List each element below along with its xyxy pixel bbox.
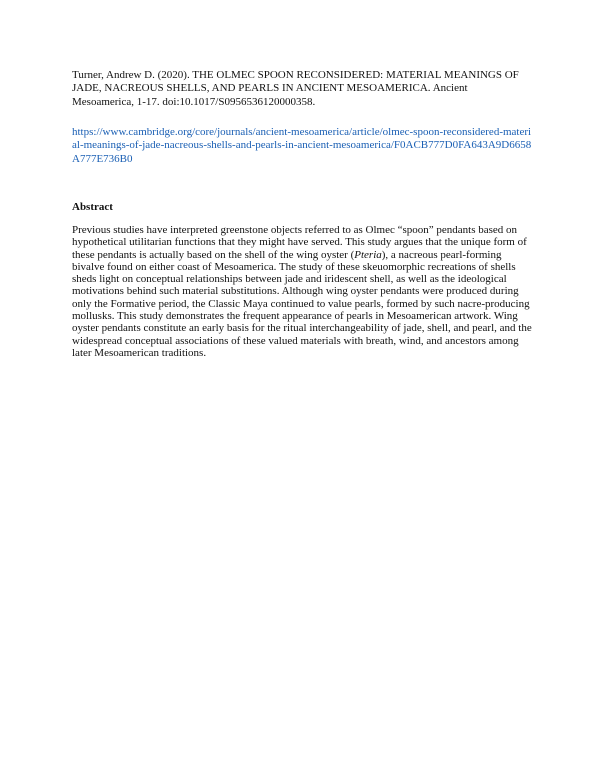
abstract-text-part-1: Previous studies have interpreted greenstone objects referred to as Olmec “spoon” pendants based on hypothetical utilitarian functions that they might have served. This study argues that the unique form of these pendants is actually based on the shell of the wing oyster (: [72, 224, 527, 261]
abstract-italic-term: Pteria: [354, 248, 382, 261]
abstract-heading: Abstract: [72, 201, 113, 213]
abstract-text-part-2: ), a nacreous pearl-forming bivalve found on either coast of Mesoamerica. The study of these skeuomorphic recreations of shells sheds light on conceptual relationships between jade and iridescent shell, as well as the ideological motivations behind such material substitutions. Although wing oyster pendants were produced during only the Formative period, the Classic Maya continued to value pearls, formed by such nacre-producing mollusks. This study demonstrates the frequent appearance of pearls in Mesoamerican artwork. Wing oyster pendants constitute an early basis for the ritual interchangeability of jade, shell, and pearl, and the widespread conceptual associations of these valued materials with breath, wind, and ancestors among later Mesoamerican traditions.: [72, 248, 532, 359]
article-link[interactable]: https://www.cambridge.org/core/journals/ancient-mesoamerica/article/olmec-spoon-reconsidered-material-meanings-of-jade-nacreous-shells-and-pearls-in-ancient-mesoamerica/F0ACB777D0FA643A9D6658A777E736B0: [72, 126, 532, 165]
abstract-body: [72, 224, 534, 359]
citation-text: Turner, Andrew D. (2020). THE OLMEC SPOON RECONSIDERED: MATERIAL MEANINGS OF JADE, NACREOUS SHELLS, AND PEARLS IN ANCIENT MESOAMERICA. Ancient Mesoamerica, 1-17. doi:10.1017/S0956536120000358.: [72, 69, 519, 108]
